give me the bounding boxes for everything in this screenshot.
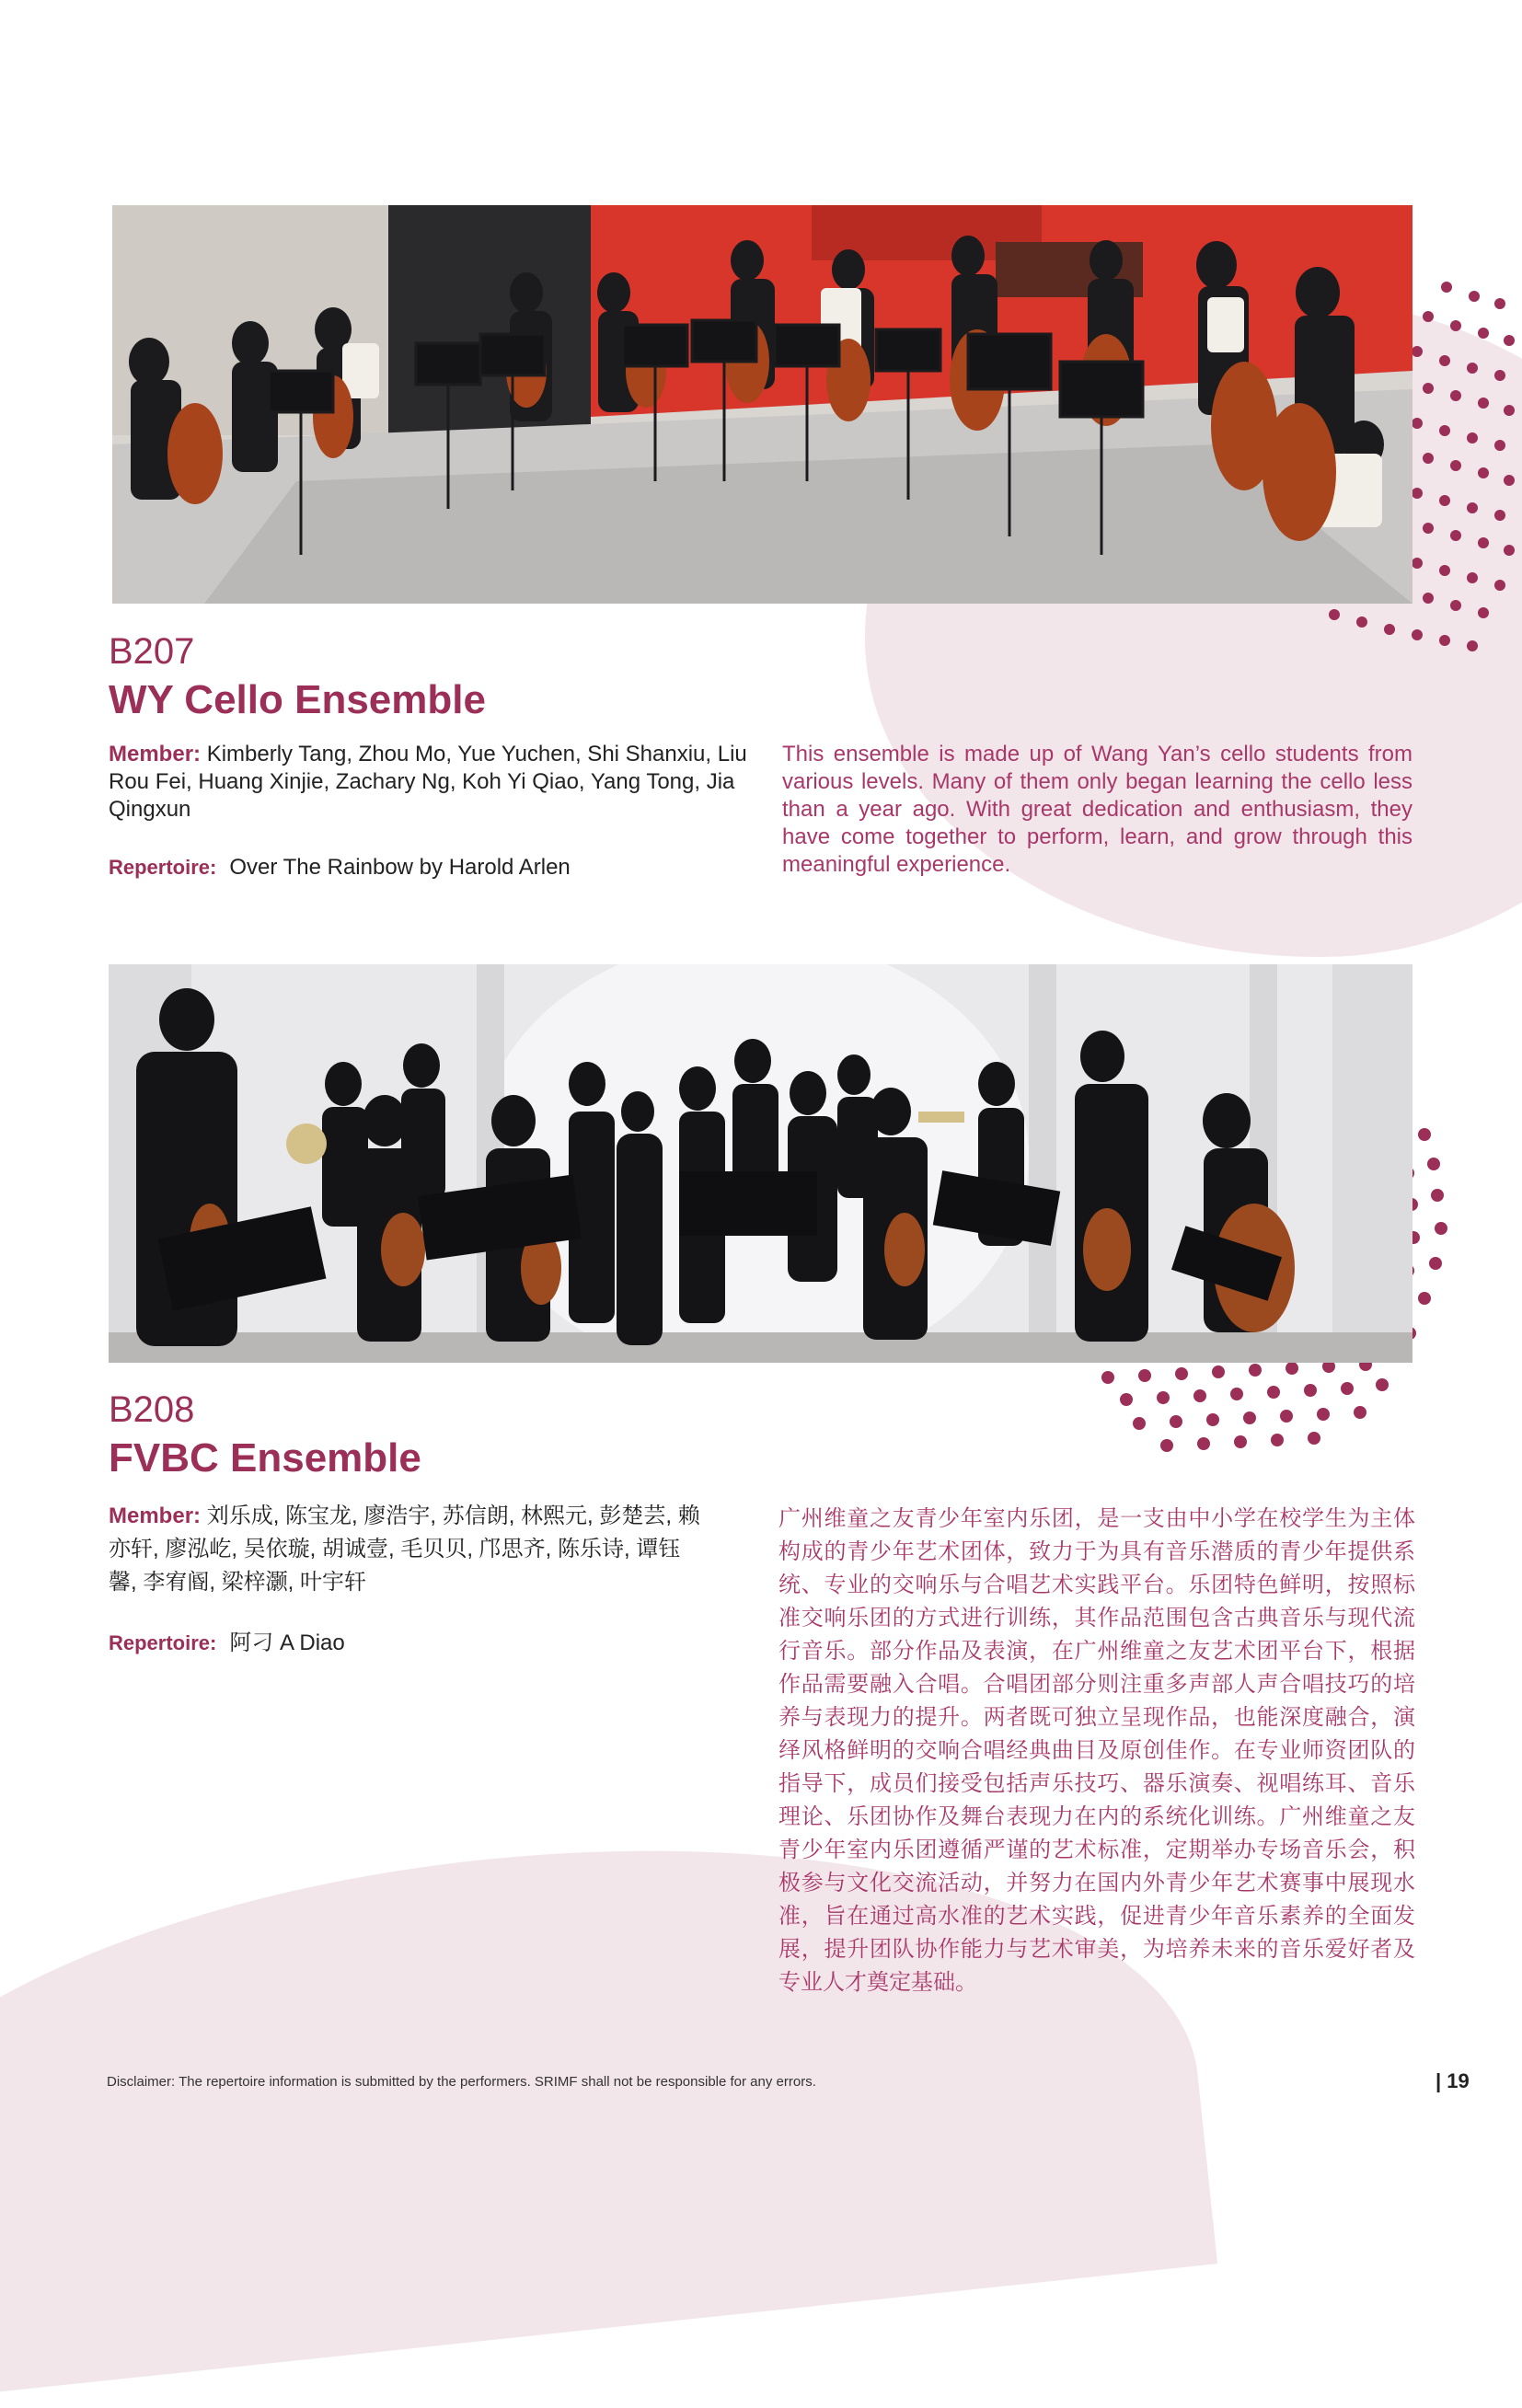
repertoire bbox=[109, 1630, 345, 1657]
section-description: 广州维童之友青少年室内乐团，是一支由中小学在校学生为主体构成的青少年艺术团体，致力于为具有音乐潜质的青少年提供系统、专业的交响乐与合唱艺术实践平台。乐团特色鲜明，按照标准交响乐团的方式进行训练，其作品范围包含古典音乐与现代流行音乐。部分作品及表演，在广州维童之友艺术团平台下，根据作品需要融入合唱。合唱团部分则注重多声部人声合唱技巧的培养与表现力的提升。两者既可独立呈现作品，也能深度融合，演绎风格鲜明的交响合唱经典曲目及原创佳作。在专业师资团队的指导下，成员们接受包括声乐技巧、器乐演奏、视唱练耳、音乐理论、乐团协作及舞台表现力在内的系统化训练。广州维童之友青少年室内乐团遵循严谨的艺术标准，定期举办专场音乐会，积极参与文化交流活动，并努力在国内外青少年艺术赛事中展现水准，旨在通过高水准的艺术实践，促进青少年音乐素养的全面发展，提升团队协作能力与艺术审美，为培养未来的音乐爱好者及专业人才奠定基础。 bbox=[778, 1506, 1415, 1995]
member-label: Member: bbox=[109, 742, 202, 766]
repertoire bbox=[109, 854, 571, 881]
repertoire-value: Over The Rainbow by Harold Arlen bbox=[229, 855, 571, 880]
member-names: 刘乐成, 陈宝龙, 廖浩宇, 苏信朗, 林熙元, 彭楚芸, 赖亦轩, 廖泓屹, 吴依璇, 胡诚壹, 毛贝贝, 邝思齐, 陈乐诗, 谭钰馨, 李宥阍, 梁梓灏, 叶宇轩 bbox=[109, 1504, 700, 1595]
section-title: WY Cello Ensemble bbox=[109, 677, 486, 722]
section-description: This ensemble is made up of Wang Yan’s cello students from various levels. Many of them only began learning the cello less than a year ago. With great dedication and enthusiasm, they have come together to perform, learn, and grow through this meaningful experience. bbox=[782, 742, 1412, 877]
member-list bbox=[109, 1500, 707, 1599]
page-number: | 19 bbox=[1436, 2069, 1470, 2092]
repertoire-label: Repertoire: bbox=[109, 856, 217, 879]
member-names: Kimberly Tang, Zhou Mo, Yue Yuchen, Shi Shanxiu, Liu Rou Fei, Huang Xinjie, Zachary Ng, Koh Yi Qiao, Yang Tong, Jia Qingxun bbox=[109, 742, 747, 822]
member-list bbox=[109, 741, 753, 824]
fvbc-ensemble-photo bbox=[109, 964, 1412, 1363]
cello-ensemble-photo bbox=[112, 205, 1412, 604]
section-title: FVBC Ensemble bbox=[109, 1435, 421, 1481]
member-label: Member: bbox=[109, 1504, 202, 1528]
section-code: B207 bbox=[109, 631, 195, 672]
section-code: B208 bbox=[109, 1389, 195, 1430]
repertoire-value: 阿刁 A Diao bbox=[229, 1630, 345, 1655]
repertoire-label: Repertoire: bbox=[109, 1631, 217, 1654]
disclaimer: Disclaimer: The repertoire information is submitted by the performers. SRIMF shall not be responsible for any errors. bbox=[107, 2074, 816, 2090]
